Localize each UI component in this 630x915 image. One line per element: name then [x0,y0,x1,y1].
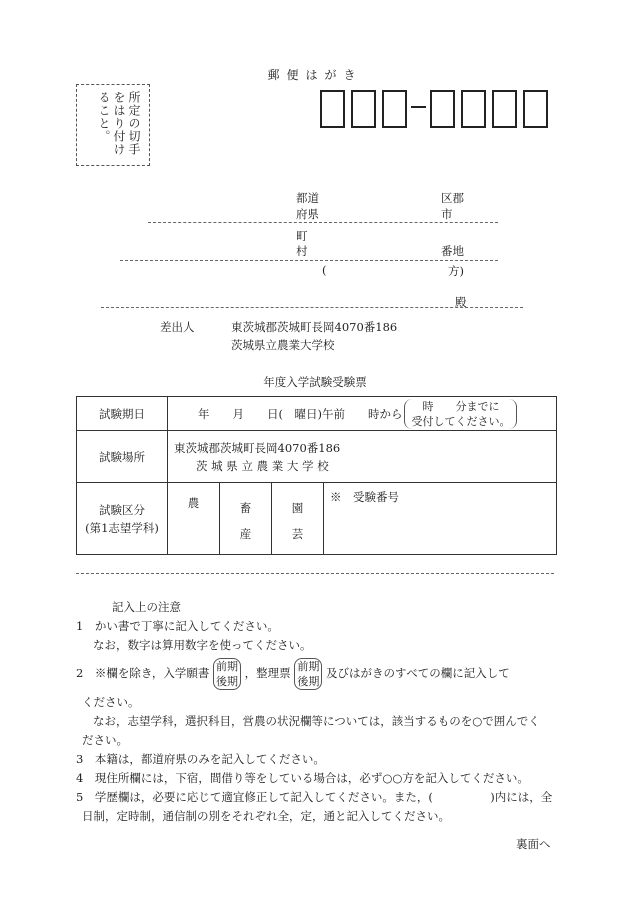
term-box-1: 前期 後期 [213,658,241,690]
reception-time: 時 分までに 受付してください。 [404,399,517,429]
care-of-open: ( [322,263,327,277]
address-line-2[interactable] [120,260,498,261]
cut-line [76,573,554,574]
venue-name: 茨 城 県 立 農 業 大 学 校 [196,458,329,473]
note-1: 1 かい書で丁寧に記入してください。 [76,619,279,633]
notes-section [76,598,560,826]
exam-venue-label: 試験場所 [77,431,168,483]
dept-horticulture[interactable]: 園 芸 [272,483,324,555]
zip-box-4[interactable] [430,90,455,128]
stamp-note: 所定の切手をはり付けること。 [97,91,141,156]
zip-dash [411,106,426,108]
note-5: 5 学歴欄は，必要に応じて適宜修正して記入してください。また，( )内には，全 [76,790,553,804]
exam-category-label: 試験区分 (第1志望学科) [77,483,168,555]
zip-box-2[interactable] [351,90,376,128]
address-line-1[interactable] [148,222,498,223]
dept-livestock[interactable]: 畜 産 [220,483,272,555]
stamp-area [76,84,150,166]
exam-ticket-table [76,396,557,555]
note-5-cont: 日制，定時制，通信制の別をそれぞれ全，定，通と記入してください。 [82,809,450,823]
exam-number-cell [324,483,557,555]
address-line-3[interactable] [101,307,523,308]
note-3: 3 本籍は，都道府県のみを記入してください。 [76,752,325,766]
dept-agriculture[interactable]: 農 [168,483,220,555]
dono-label: 殿 [455,295,467,309]
term-box-2: 前期 後期 [294,658,322,690]
postcard-title: 郵便はがき [267,68,363,82]
venue-address: 東茨城郡茨城町長岡4070番186 [174,440,341,455]
zip-box-6[interactable] [492,90,517,128]
exam-number-label: ※ 受験番号 [330,490,399,504]
city-label: 区郡 市 [441,191,464,221]
sender-school: 茨城県立農業大学校 [231,338,335,352]
care-of-label: 方) [448,264,464,278]
zip-box-7[interactable] [523,90,548,128]
exam-date-text: 年 月 日( 曜日)午前 時から [198,406,403,421]
sender-label: 差出人 [160,320,195,334]
banchi-label: 番地 [441,244,464,258]
exam-venue-cell [168,431,557,483]
exam-date-label: 試験期日 [77,397,168,431]
note-2-extra: なお，志望学科，選択科目，営農の状況欄等については，該当するものを○で囲んでく [93,714,540,728]
see-reverse: 裏面へ [516,837,551,851]
prefecture-label: 都道 府県 [296,191,319,221]
notes-heading: 記入上の注意 [112,600,181,614]
zip-box-5[interactable] [461,90,486,128]
ticket-title: 年度入学試験受験票 [263,375,367,389]
note-2-cont: ください。 [82,695,140,709]
note-2-extra-cont: ださい。 [82,733,128,747]
note-1b: なお，数字は算用数字を使ってください。 [93,638,312,652]
sender-address: 東茨城郡茨城町長岡4070番186 [231,320,398,334]
note-2: 2 ※欄を除き，入学願書 前期 後期 ，整理票 前期 後期 及びはがきのすべての欄に記入して [76,660,510,688]
note-4: 4 現住所欄には，下宿，間借り等をしている場合は，必ず○○方を記入してください。 [76,771,529,785]
town-label: 町 村 [296,229,308,258]
zip-box-3[interactable] [382,90,407,128]
exam-date-cell [168,397,557,431]
zip-box-1[interactable] [320,90,345,128]
